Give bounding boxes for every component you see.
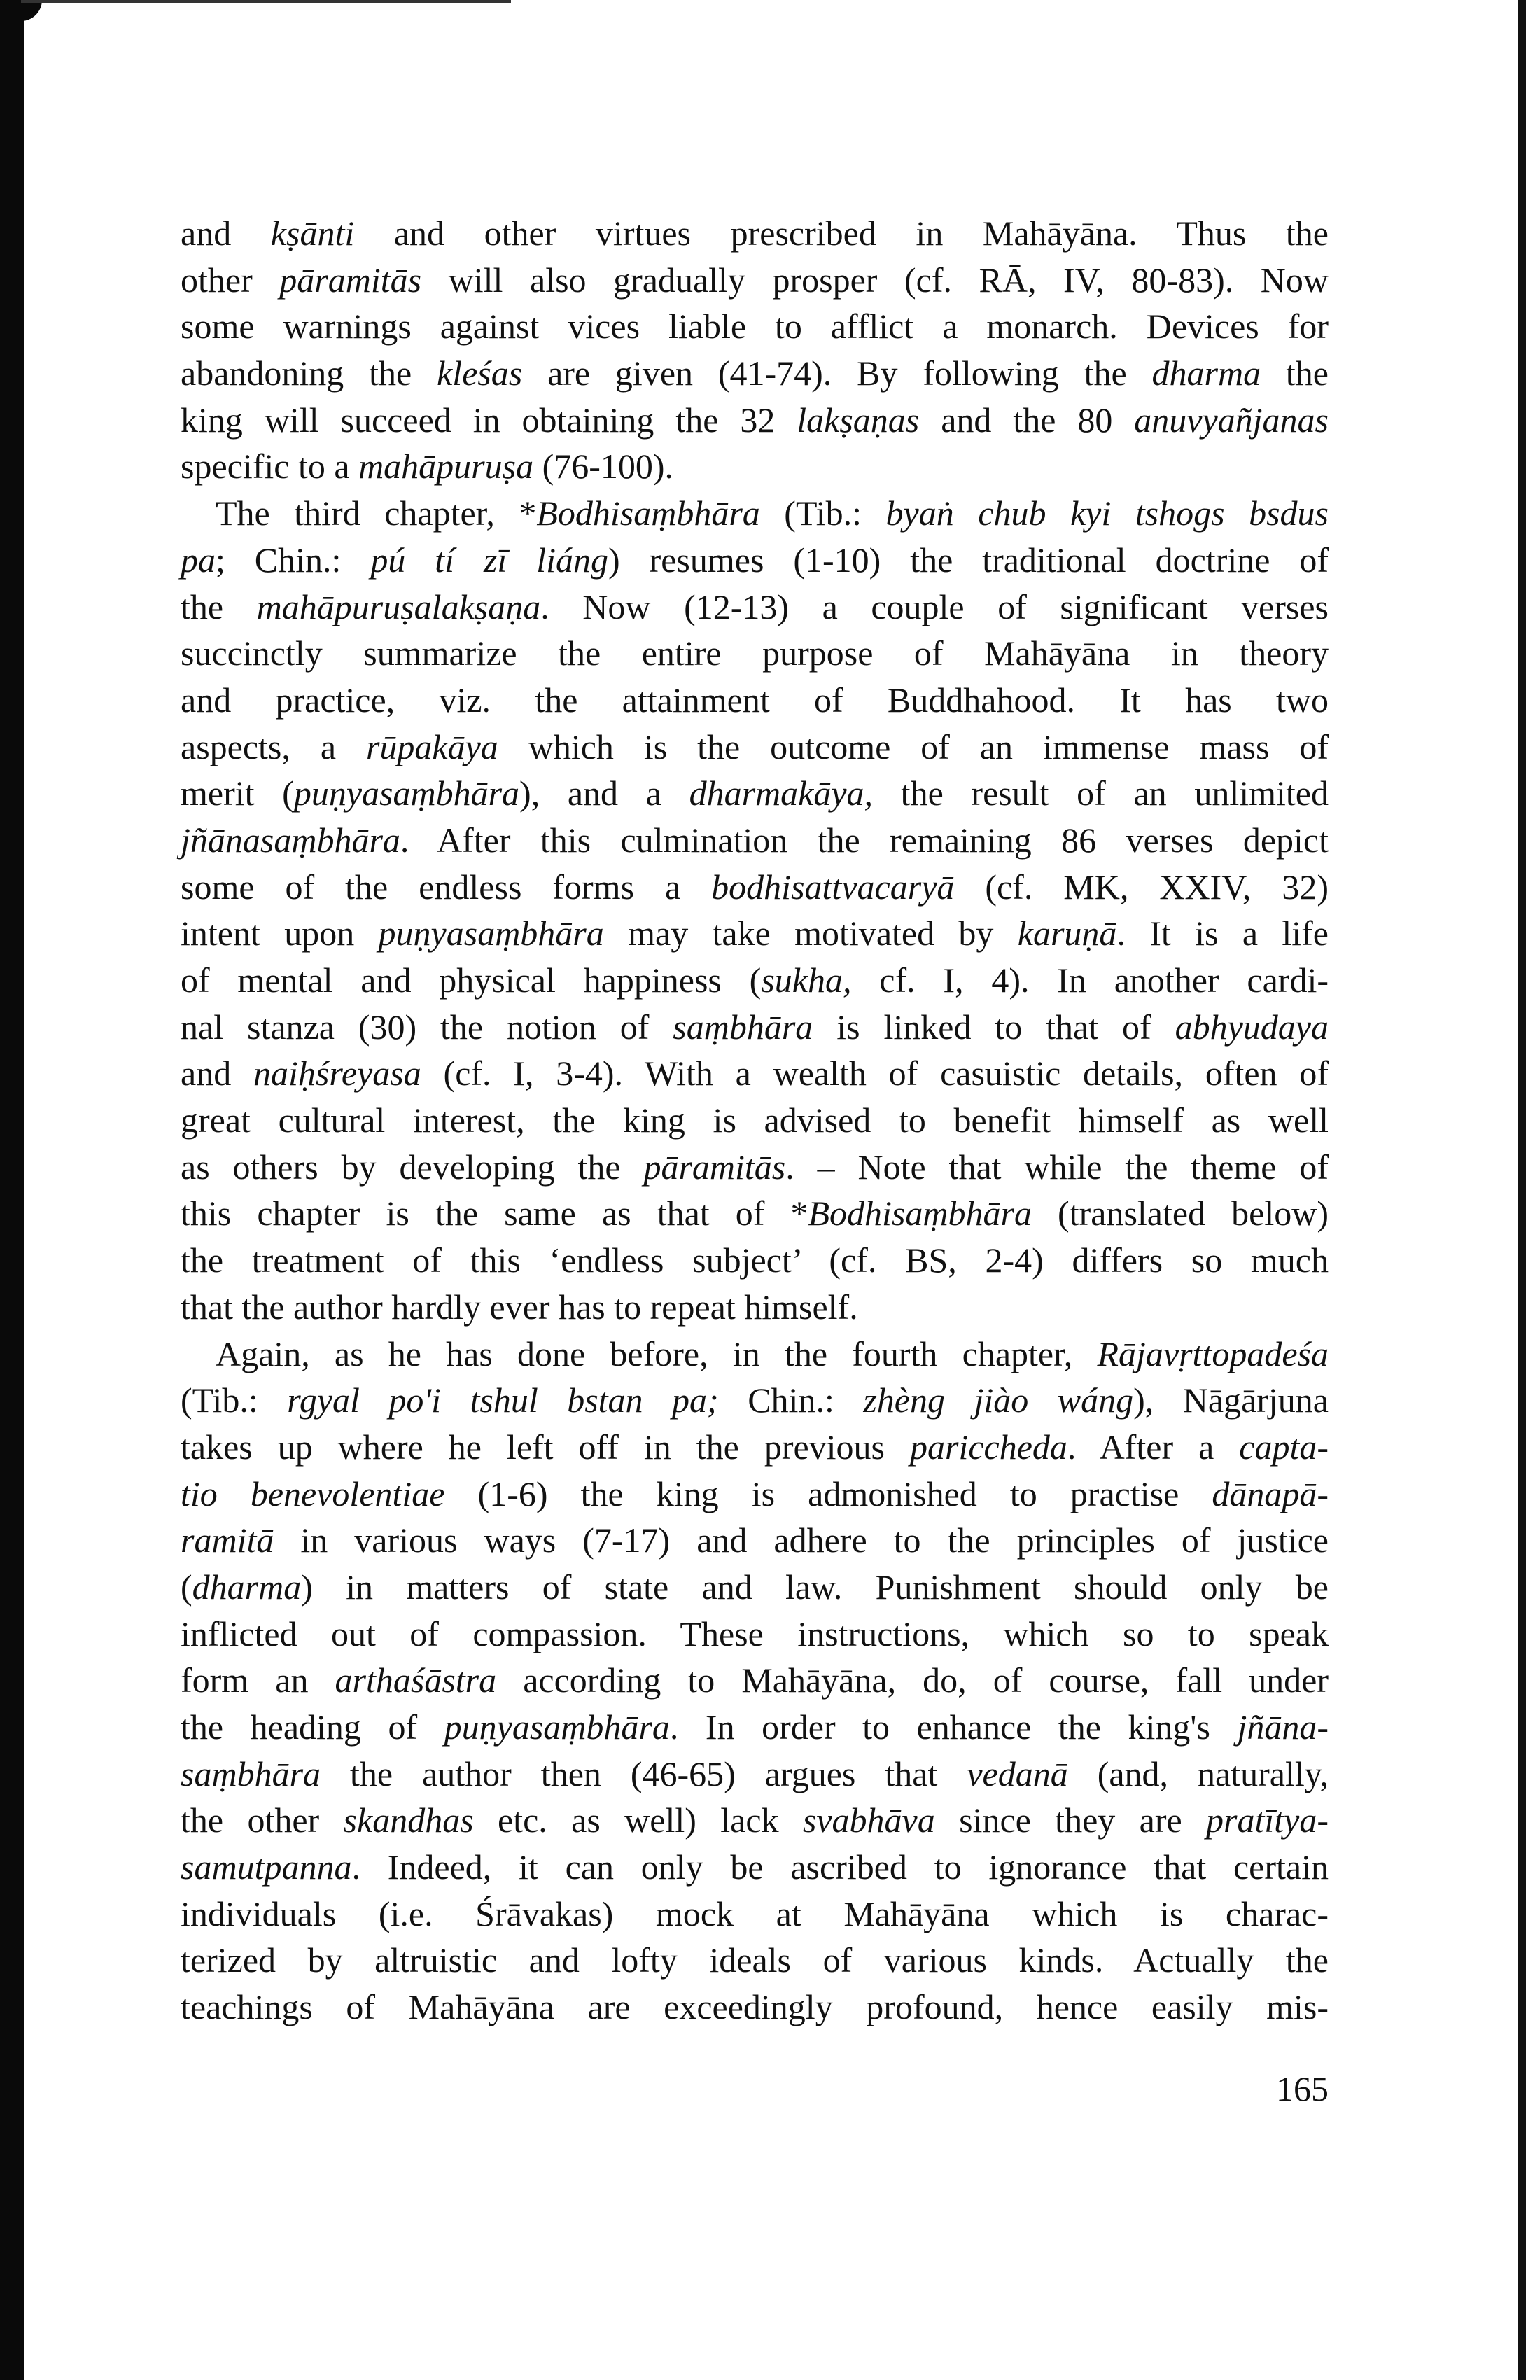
text-run: . Indeed, it can only be ascribed to ignorance that certain (351, 1847, 1329, 1887)
scan-edge-top (21, 0, 511, 3)
text-line (181, 1144, 1329, 1191)
text-run: succinctly summarize the entire purpose of Mahāyāna in theory (181, 634, 1329, 673)
italic-term: abhyudaya (1175, 1007, 1329, 1046)
text-run: form an (181, 1660, 335, 1700)
text-line (181, 1331, 1329, 1378)
text-line (181, 677, 1329, 724)
text-line (181, 537, 1329, 584)
italic-term: bodhisattvacaryā (711, 867, 955, 906)
text-line (181, 1190, 1329, 1237)
text-run: and (181, 1054, 253, 1093)
text-run: ) resumes (1-10) the traditional doctrine of (608, 540, 1329, 580)
italic-term: skandhas (343, 1800, 474, 1840)
text-run: the author then (46-65) argues that (321, 1754, 967, 1793)
italic-term: zhèng jiào wáng (863, 1380, 1134, 1420)
italic-term: Bodhisaṃbhāra (536, 493, 760, 533)
text-run: abandoning the (181, 354, 438, 393)
text-run: some warnings against vices liable to afflict a monarch. Devices for (181, 307, 1329, 346)
scan-edge-corner (0, 0, 42, 21)
text-run: aspects, a (181, 727, 366, 766)
page-number: 165 (1276, 2069, 1329, 2108)
text-run: . In order to enhance the king's (669, 1707, 1238, 1746)
text-run: that the author hardly ever has to repeat himself. (181, 1287, 858, 1326)
text-line (181, 397, 1329, 444)
text-run: The third chapter, * (216, 493, 537, 533)
italic-term: naiḥśreyasa (253, 1054, 421, 1093)
text-run: . It is a life (1116, 913, 1329, 953)
italic-term: mahāpuruṣalakṣaṇa (256, 587, 541, 626)
italic-term: lakṣaṇas (797, 400, 920, 440)
text-line (181, 1471, 1329, 1518)
italic-term: pariccheda (909, 1427, 1068, 1466)
text-run: (cf. MK, XXIV, 32) (954, 867, 1329, 906)
italic-term: puṇyasaṃbhāra (378, 913, 604, 953)
text-line (181, 303, 1329, 350)
italic-term: samutpanna (181, 1847, 352, 1887)
text-run: and (181, 214, 271, 253)
text-line (181, 1797, 1329, 1844)
text-line (181, 1424, 1329, 1471)
italic-term: kṣānti (270, 214, 355, 253)
italic-term: byaṅ chub kyi tshogs bsdus (886, 493, 1329, 533)
italic-term: dharma (192, 1567, 302, 1606)
text-run: individuals (i.e. Śrāvakas) mock at Mahāyāna which is charac- (181, 1893, 1329, 1933)
text-line (181, 1097, 1329, 1144)
scan-edge-left (0, 0, 24, 2380)
text-run: Chin.: (718, 1380, 864, 1420)
text-run: specific to a (181, 447, 359, 486)
text-run: etc. as well) lack (473, 1800, 803, 1840)
italic-term: jñānasaṃbhāra (181, 820, 400, 860)
text-run: may take motivated by (603, 913, 1018, 953)
text-run: will also gradually prosper (cf. RĀ, IV, 80-83). Now (421, 260, 1329, 300)
text-run: since they are (934, 1800, 1207, 1840)
italic-term: dharma (1152, 354, 1261, 393)
text-line (181, 1004, 1329, 1051)
text-line (181, 350, 1329, 397)
text-line (181, 1564, 1329, 1611)
text-run: . After a (1067, 1427, 1240, 1466)
text-run: teachings of Mahāyāna are exceedingly profound, hence easily mis- (181, 1987, 1329, 2027)
text-run: . – Note that while the theme of (785, 1147, 1329, 1186)
text-run: (Tib.: (181, 1380, 288, 1420)
text-run: which is the outcome of an immense mass of (498, 727, 1329, 766)
text-run: ; Chin.: (216, 540, 371, 580)
text-line (181, 584, 1329, 631)
italic-term: Rājavṛttopadeśa (1097, 1334, 1329, 1373)
text-run: great cultural interest, the king is advised to benefit himself as well (181, 1100, 1329, 1140)
text-line (181, 443, 1329, 490)
text-run: the result of an unlimited (873, 774, 1329, 813)
text-run: and practice, viz. the attainment of Buddhahood. It has two (181, 680, 1329, 720)
text-run: intent upon (181, 913, 379, 953)
text-run: are given (41-74). By following the (522, 354, 1152, 393)
text-line (181, 724, 1329, 771)
text-line (181, 1937, 1329, 1984)
text-run: the treatment of this ‘endless subject’ (cf. BS, 2-4) differs so much (181, 1240, 1329, 1280)
italic-term: sukha, (761, 960, 852, 1000)
text-line (181, 1237, 1329, 1284)
italic-term: saṃbhāra (181, 1754, 321, 1793)
text-line (181, 1657, 1329, 1704)
text-line (181, 1984, 1329, 2031)
text-run: nal stanza (30) the notion of (181, 1007, 673, 1046)
italic-term: pāramitās (279, 260, 422, 300)
text-line (181, 1611, 1329, 1658)
text-run: terized by altruistic and lofty ideals of various kinds. Actually the (181, 1940, 1329, 1980)
italic-term: capta- (1239, 1427, 1329, 1466)
text-run: ), and a (519, 774, 690, 813)
text-run: (76-100). (533, 447, 674, 486)
text-run: the (1261, 354, 1329, 393)
text-line (181, 1891, 1329, 1938)
italic-term: Bodhisaṃbhāra (808, 1194, 1032, 1233)
text-line (181, 770, 1329, 817)
italic-term: dānapā- (1212, 1474, 1329, 1513)
text-run: some of the endless forms a (181, 867, 712, 906)
text-run: the (181, 587, 257, 626)
italic-term: pratītya- (1206, 1800, 1329, 1840)
text-run: ), Nāgārjuna (1133, 1380, 1329, 1420)
italic-term: svabhāva (802, 1800, 935, 1840)
italic-term: anuvyañjanas (1134, 400, 1329, 440)
text-run: the heading of (181, 1707, 444, 1746)
text-run: (and, naturally, (1068, 1754, 1329, 1793)
italic-term: vedanā (967, 1754, 1068, 1793)
italic-term: saṃbhāra (673, 1007, 813, 1046)
text-run: (1-6) the king is admonished to practise (444, 1474, 1212, 1513)
text-run: ( (181, 1567, 192, 1606)
text-line (181, 630, 1329, 677)
text-line (181, 1704, 1329, 1751)
italic-term: pa (181, 540, 216, 580)
text-run: merit ( (181, 774, 294, 813)
text-line (181, 257, 1329, 304)
text-run: of mental and physical happiness ( (181, 960, 762, 1000)
text-run: (translated below) (1031, 1194, 1329, 1233)
italic-term: rgyal po'i tshul bstan pa; (287, 1380, 719, 1420)
text-run: cf. I, 4). In another cardi- (851, 960, 1329, 1000)
text-run: according to Mahāyāna, do, of course, fall under (496, 1660, 1329, 1700)
text-run: and the 80 (919, 400, 1135, 440)
italic-term: pú tí zī liáng (370, 540, 609, 580)
text-line (181, 1377, 1329, 1424)
text-run: . After this culmination the remaining 86 verses depict (400, 820, 1329, 860)
italic-term: karuṇā (1017, 913, 1117, 953)
italic-term: arthaśāstra (335, 1660, 497, 1700)
text-run: as others by developing the (181, 1147, 644, 1186)
text-line (181, 1284, 1329, 1331)
text-run: inflicted out of compassion. These instructions, which so to speak (181, 1614, 1329, 1653)
text-run: Again, as he has done before, in the fourth chapter, (216, 1334, 1098, 1373)
text-run: is linked to that of (813, 1007, 1175, 1046)
italic-term: rūpakāya (365, 727, 498, 766)
body-text (181, 210, 1329, 2031)
italic-term: tio benevolentiae (181, 1474, 445, 1513)
italic-term: pāramitās (643, 1147, 786, 1186)
text-run: (cf. I, 3-4). With a wealth of casuistic details, often of (421, 1054, 1329, 1093)
text-line (181, 957, 1329, 1004)
text-line (181, 1751, 1329, 1798)
italic-term: puṇyasaṃbhāra (293, 774, 520, 813)
italic-term: ramitā (181, 1520, 274, 1560)
text-run: ) in matters of state and law. Punishment should only be (301, 1567, 1329, 1606)
text-run: takes up where he left off in the previous (181, 1427, 910, 1466)
italic-term: dharmakāya, (689, 774, 874, 813)
text-run: and other virtues prescribed in Mahāyāna. Thus the (354, 214, 1329, 253)
text-run: (Tib.: (760, 493, 886, 533)
text-line (181, 490, 1329, 537)
text-line (181, 1050, 1329, 1097)
text-run: other (181, 260, 280, 300)
text-line (181, 1844, 1329, 1891)
text-line (181, 864, 1329, 911)
italic-term: kleśas (437, 354, 523, 393)
text-line (181, 1517, 1329, 1564)
italic-term: mahāpuruṣa (358, 447, 534, 486)
scan-edge-right (1518, 0, 1526, 2380)
text-line (181, 210, 1329, 257)
text-line (181, 817, 1329, 864)
text-run: king will succeed in obtaining the 32 (181, 400, 797, 440)
text-run: this chapter is the same as that of * (181, 1194, 808, 1233)
text-run: the other (181, 1800, 344, 1840)
text-line (181, 910, 1329, 957)
italic-term: puṇyasaṃbhāra (444, 1707, 670, 1746)
text-run: . Now (12-13) a couple of significant verses (540, 587, 1329, 626)
italic-term: jñāna- (1237, 1707, 1329, 1746)
text-run: in various ways (7-17) and adhere to the principles of justice (274, 1520, 1329, 1560)
